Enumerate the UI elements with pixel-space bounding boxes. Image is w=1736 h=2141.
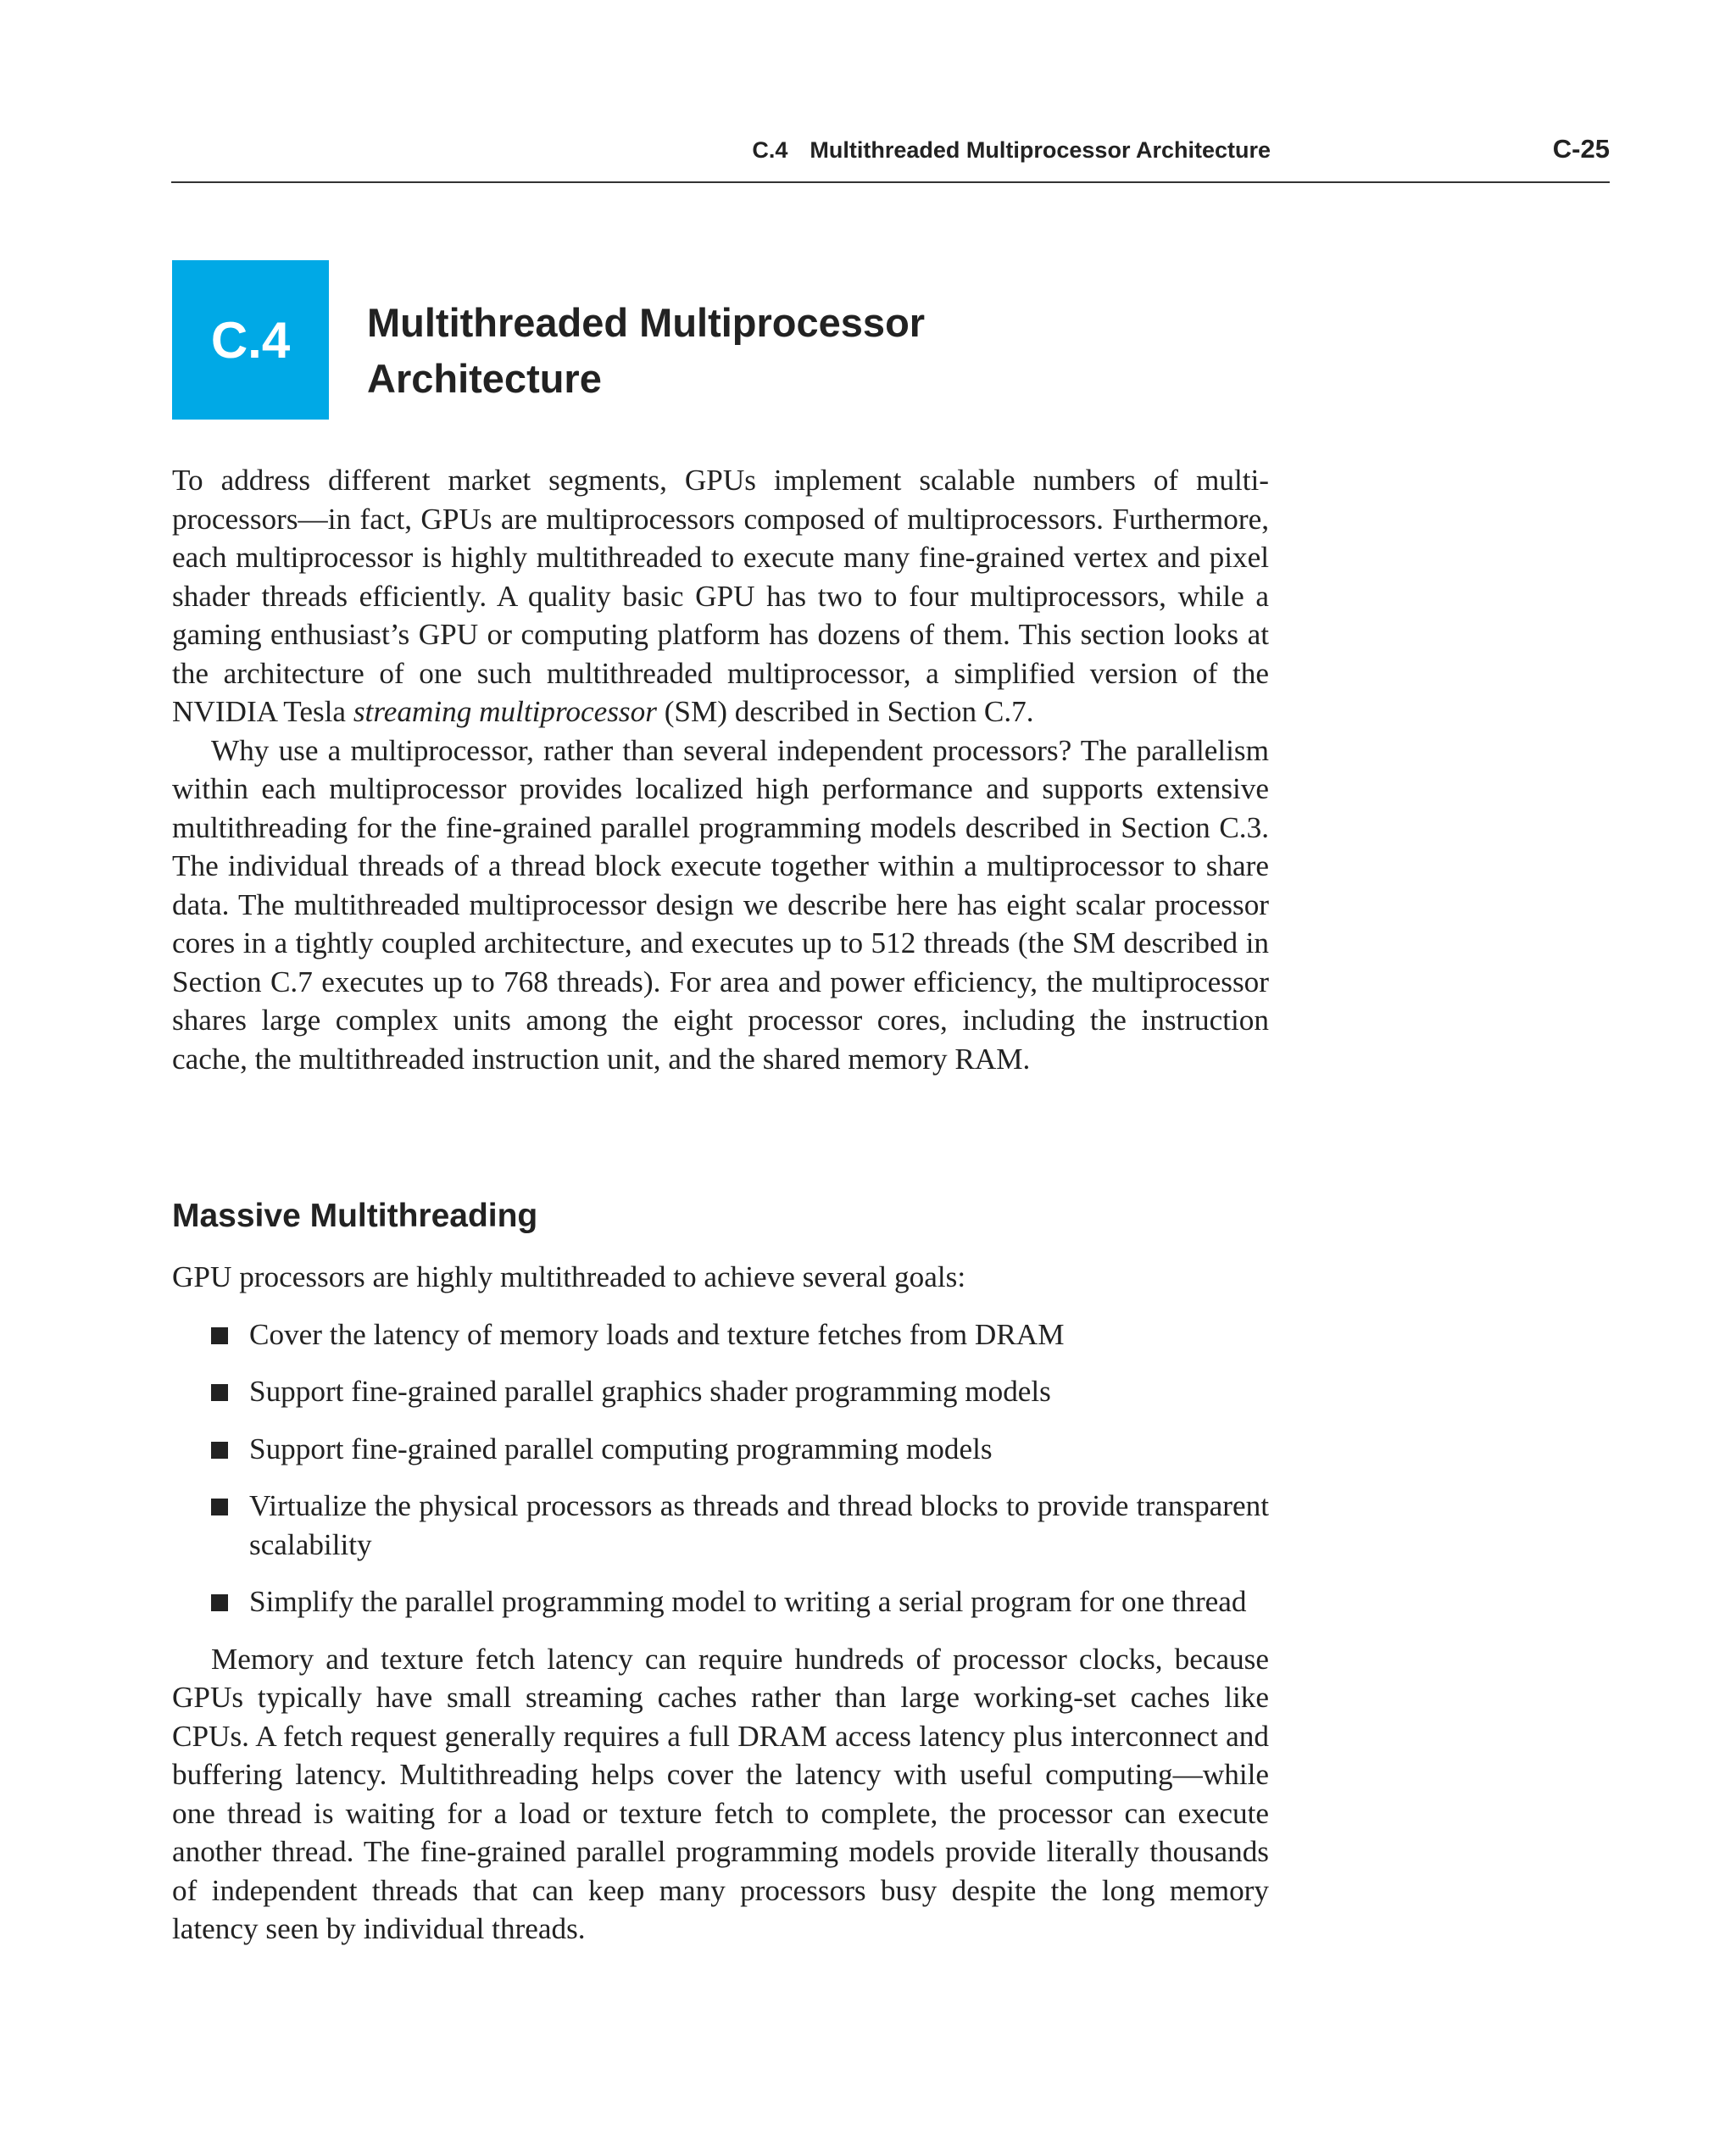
- italic-term: streaming multiprocessor: [353, 695, 657, 728]
- intro-text: [172, 461, 1269, 1078]
- goals-list: [172, 1315, 1269, 1621]
- list-item: [172, 1487, 1269, 1564]
- list-item-text: Virtualize the physical processors as threads and thread blocks to provide transparent scalability: [249, 1489, 1269, 1561]
- intro-paragraph-1: [172, 461, 1269, 731]
- square-bullet-icon: [211, 1327, 228, 1344]
- subsection-body: [172, 1258, 1269, 1949]
- square-bullet-icon: [211, 1594, 228, 1611]
- page-number: C-25: [1552, 134, 1610, 164]
- subsection-heading: Massive Multithreading: [172, 1198, 538, 1234]
- intro-paragraph-1-text: To address different market segments, GPUs implement scalable numbers of multiprocessors—in fact, GPUs are multiprocessors composed of multiprocessors. Furthermore, each multiprocessor is highly multithreaded to execute many fine-grained vertex and pixel shader threads efficiently. A quality basic GPU has two to four multiprocessors, while a gaming enthusiast’s GPU or computing platform has dozens of them. This section looks at the architecture of one such multithreaded multiprocessor, a simplified version of the NVIDIA Tesla: [172, 464, 1269, 728]
- list-item: [172, 1315, 1269, 1354]
- running-section-title: Multithreaded Multiprocessor Architecture: [810, 137, 1271, 163]
- square-bullet-icon: [211, 1442, 228, 1459]
- list-item: [172, 1582, 1269, 1621]
- intro-paragraph-2: Why use a multiprocessor, rather than several independent processors? The parallelism within each multiprocessor provides localized high performance and supports extensive multithreading for the fine-grained parallel programming models described in Section C.3. The individual threads of a thread block execute together within a multiprocessor to share data. The multithreaded multiprocessor design we describe here has eight scalar processor cores in a tightly coupled architecture, and executes up to 512 threads (the SM described in Section C.7 executes up to 768 threads). For area and power efficiency, the multiprocessor shares large complex units among the eight processor cores, including the instruction cache, the multithreaded instruction unit, and the shared memory RAM.: [172, 733, 1269, 1076]
- running-header: [171, 132, 1610, 183]
- intro-paragraph-1-end: (SM) described in Section C.7.: [656, 695, 1034, 728]
- running-title: [752, 137, 1271, 164]
- section-title: [367, 295, 1130, 407]
- list-item-text: Simplify the parallel programming model to writing a serial program for one thread: [249, 1585, 1247, 1618]
- list-item: [172, 1430, 1269, 1469]
- square-bullet-icon: [211, 1499, 228, 1515]
- section-title-line2: Architecture: [367, 356, 602, 401]
- list-item: [172, 1372, 1269, 1411]
- list-item-text: Cover the latency of memory loads and texture fetches from DRAM: [249, 1317, 1065, 1351]
- section-number-badge: C.4: [172, 260, 329, 420]
- list-item-text: Support fine-grained parallel graphics shader programming models: [249, 1375, 1051, 1408]
- section-title-line1: Multithreaded Multiprocessor: [367, 300, 926, 345]
- list-item-text: Support fine-grained parallel computing programming models: [249, 1432, 993, 1465]
- closing-paragraph: Memory and texture fetch latency can require hundreds of processor clocks, because GPUs typically have small streaming caches rather than large working-set caches like CPUs. A fetch request generally requires a full DRAM access latency plus interconnect and buffering latency. Multithreading helps cover the latency with useful computing—while one thread is waiting for a load or texture fetch to complete, the processor can execute another thread. The fine-grained parallel programming models provide literally thousands of independent threads that can keep many processors busy despite the long memory latency seen by individual threads.: [172, 1642, 1269, 1945]
- running-section-number: C.4: [752, 137, 788, 163]
- subsection-lead: GPU processors are highly multithreaded to achieve several goals:: [172, 1260, 966, 1293]
- square-bullet-icon: [211, 1384, 228, 1401]
